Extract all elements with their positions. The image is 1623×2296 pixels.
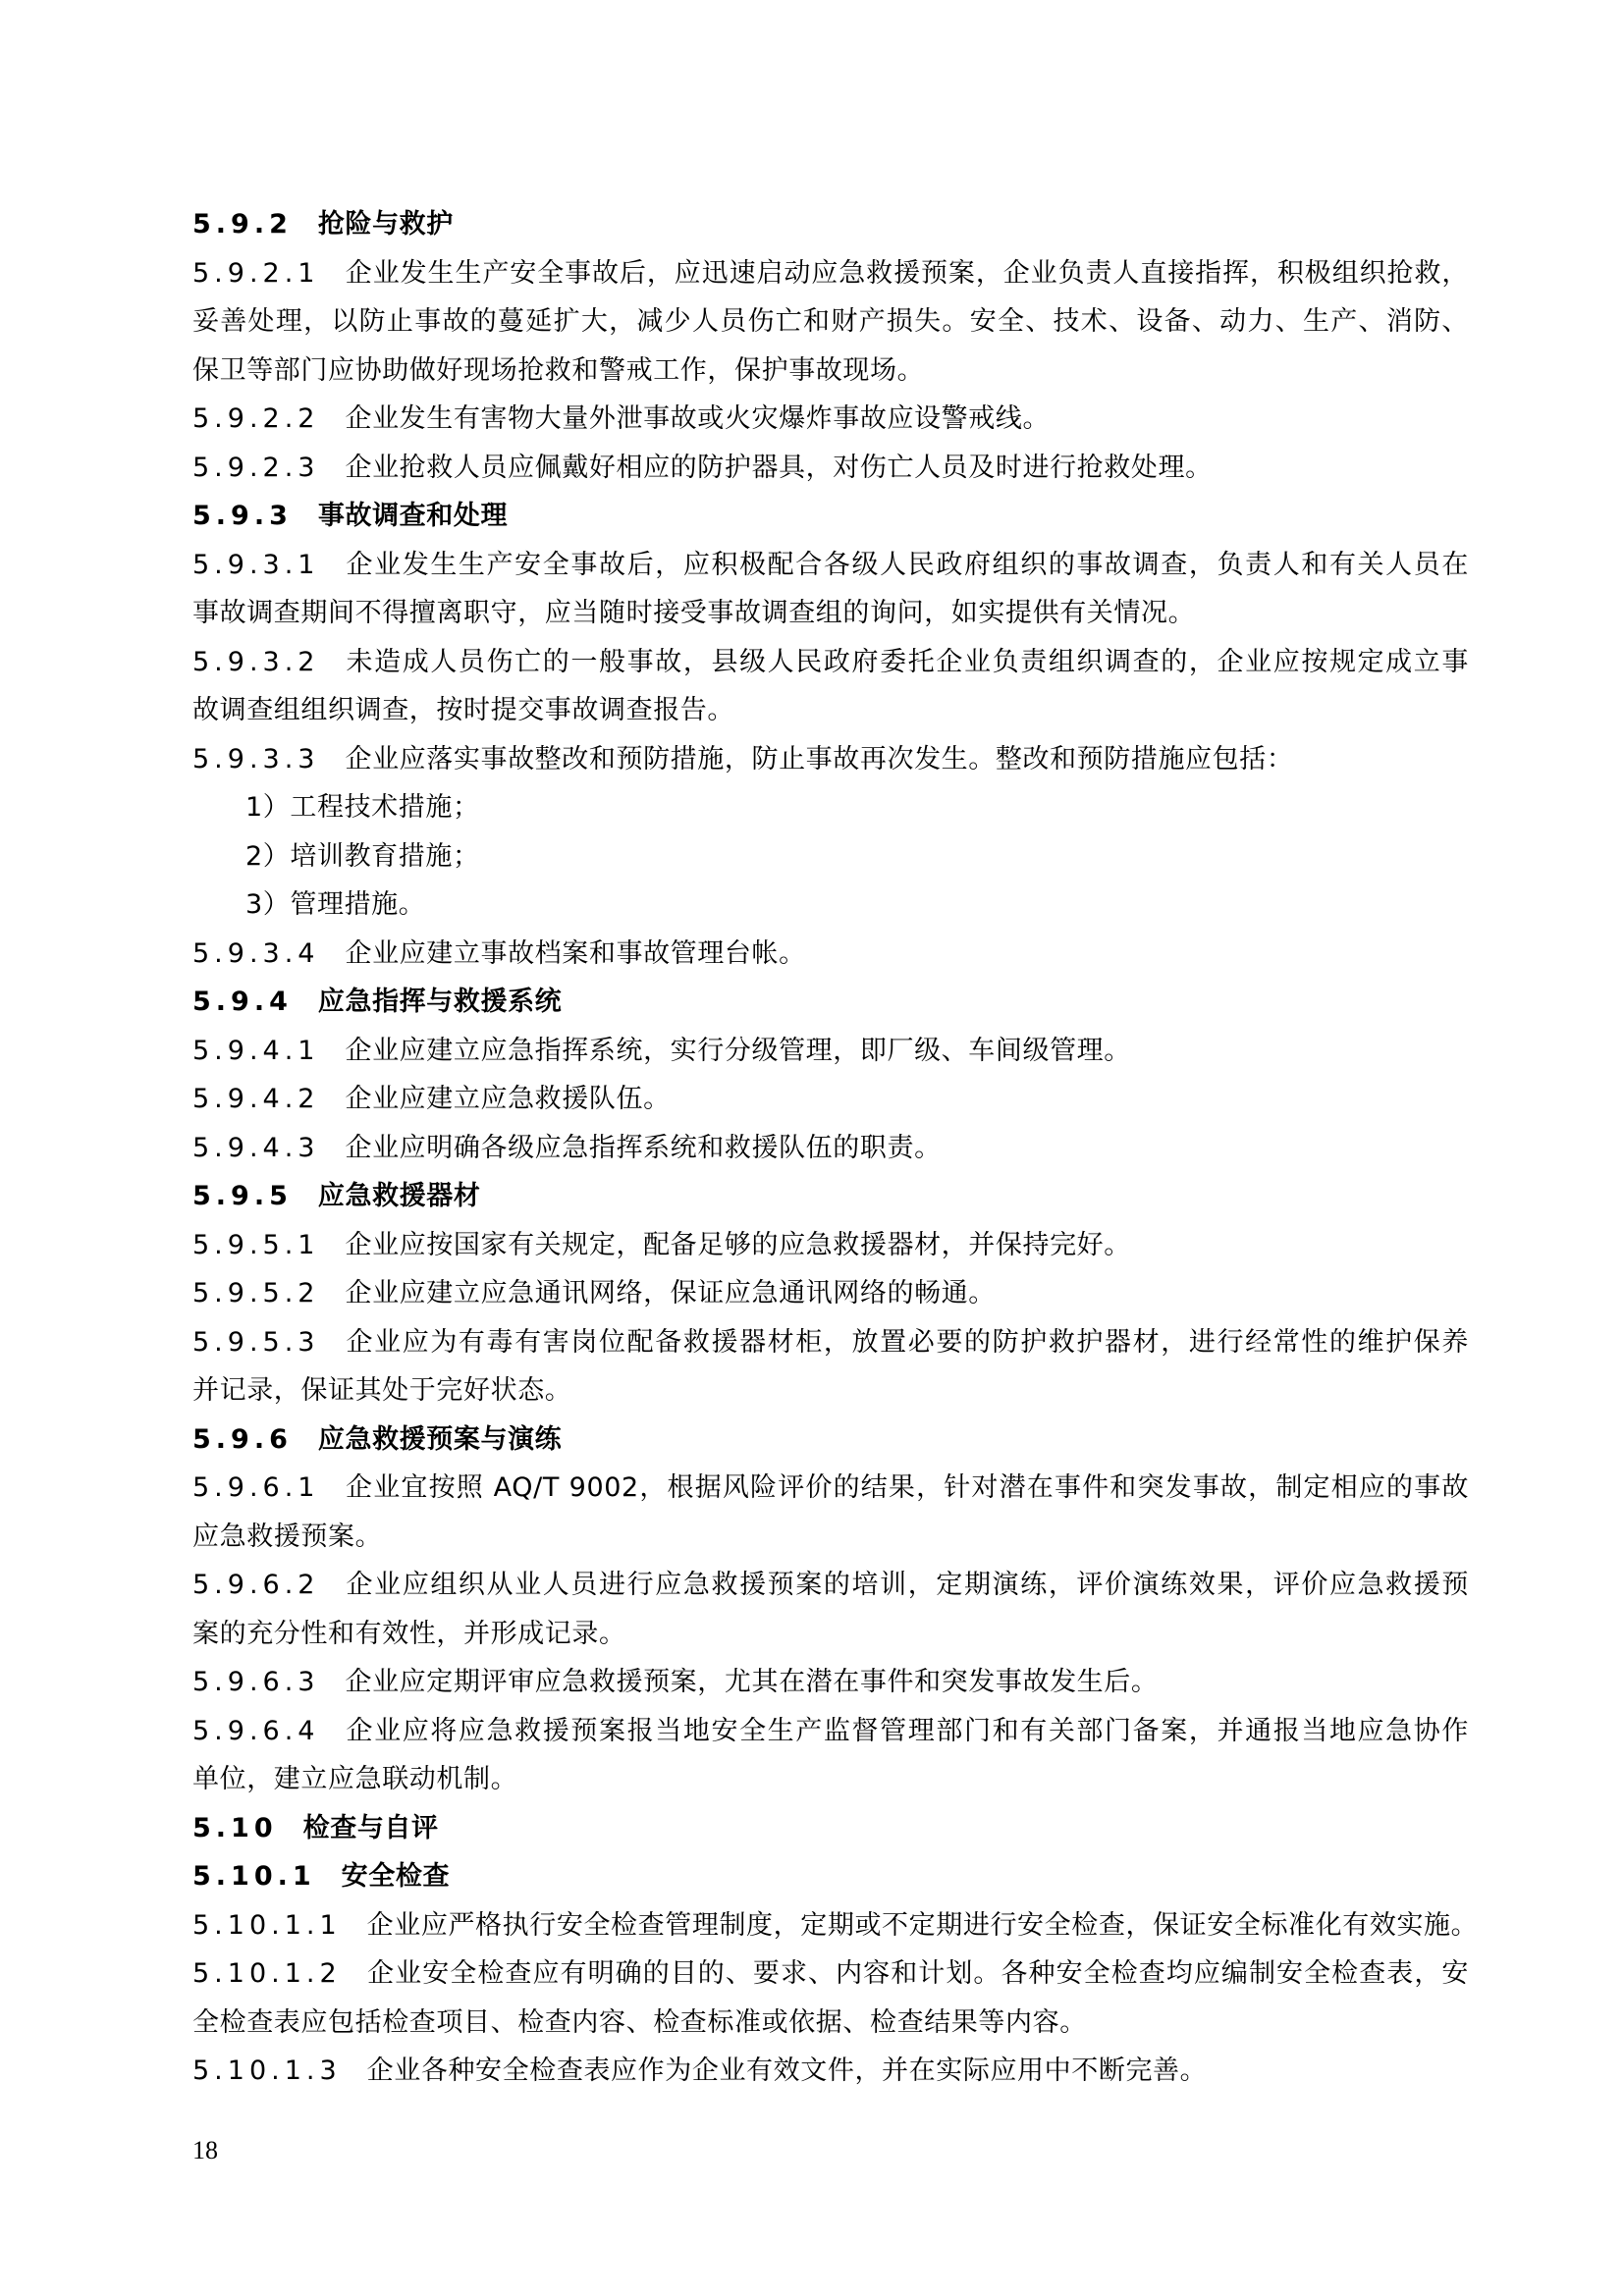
page-number: 18 [192, 2136, 218, 2164]
clause-line [192, 1124, 1469, 1173]
continuation-line: 并记录，保证其处于完好状态。 [192, 1375, 572, 1406]
clause-number: 5.10.1.2 [192, 1958, 342, 1989]
clause-number: 5.9.5.2 [192, 1278, 320, 1308]
clause-line [192, 1949, 1469, 1999]
clause-line [192, 541, 1469, 590]
clause-line [192, 2047, 1469, 2096]
clause-number: 5.9.2.2 [192, 403, 320, 434]
clause-number: 5.9.6.3 [192, 1667, 320, 1697]
clause-number: 5.9.6.1 [192, 1472, 320, 1503]
clause-line [192, 1269, 1469, 1318]
section-number: 5.10.1 [192, 1861, 316, 1892]
clause-text: 企业应定期评审应急救援预案，尤其在潜在事件和突发事故发生后。 [345, 1667, 1159, 1697]
clause-text: 企业各种安全检查表应作为企业有效文件，并在实际应用中不断完善。 [366, 2056, 1208, 2086]
clause-line [192, 1658, 1469, 1707]
section-heading [192, 200, 1469, 249]
clause-text: 企业应明确各级应急指挥系统和救援队伍的职责。 [345, 1132, 942, 1163]
section-number: 5.9.3 [192, 501, 293, 531]
clause-number: 5.9.4.3 [192, 1132, 320, 1163]
continuation-line: 事故调查期间不得擅离职守，应当随时接受事故调查组的询问，如实提供有关情况。 [192, 598, 1196, 628]
clause-number: 5.9.5.1 [192, 1229, 320, 1260]
list-item: 3）管理措施。 [245, 889, 426, 920]
clause-text: 企业应建立事故档案和事故管理台帐。 [345, 937, 806, 969]
clause-text: 企业发生有害物大量外泄事故或火灾爆炸事故应设警戒线。 [345, 403, 1051, 434]
section-number: 5.9.6 [192, 1423, 293, 1455]
continuation-line: 保卫等部门应协助做好现场抢救和警戒工作，保护事故现场。 [192, 354, 925, 386]
section-title: 应急指挥与救援系统 [317, 987, 563, 1017]
clause-text: 企业应建立应急指挥系统，实行分级管理，即厂级、车间级管理。 [345, 1035, 1131, 1066]
section-heading [192, 1415, 1469, 1465]
section-heading [192, 1172, 1469, 1221]
clause-line [192, 1464, 1469, 1513]
continuation-line: 故调查组组织调查，按时提交事故调查报告。 [192, 695, 734, 725]
clause-text: 未造成人员伤亡的一般事故，县级人民政府委托企业负责组织调查的，企业应按规定成立事 [345, 646, 1469, 677]
clause-number: 5.9.3.2 [192, 646, 320, 677]
section-title: 检查与自评 [302, 1812, 439, 1843]
continuation-line: 应急救援预案。 [192, 1521, 383, 1552]
clause-line [192, 444, 1469, 493]
clause-number: 5.10.1.1 [192, 1909, 342, 1941]
clause-number: 5.10.1.3 [192, 2056, 342, 2086]
document-body [192, 200, 1479, 2096]
clause-line [192, 735, 1469, 784]
clause-number: 5.9.3.3 [192, 743, 320, 774]
continuation-line: 妥善处理，以防止事故的蔓延扩大，减少人员伤亡和财产损失。安全、技术、设备、动力、生产、消防、 [192, 306, 1469, 337]
clause-line [192, 930, 1469, 979]
clause-text: 企业应组织从业人员进行应急救援预案的培训，定期演练，评价演练效果，评价应急救援预 [345, 1570, 1469, 1600]
section-title: 应急救援器材 [317, 1181, 481, 1211]
clause-line [192, 1221, 1469, 1270]
section-heading [192, 492, 1469, 541]
clause-text: 企业应按国家有关规定，配备足够的应急救援器材，并保持完好。 [345, 1229, 1131, 1260]
clause-number: 5.9.4.1 [192, 1035, 320, 1066]
clause-line [192, 395, 1469, 444]
section-heading [192, 1852, 1469, 1901]
clause-line [192, 1318, 1469, 1367]
clause-text: 企业应严格执行安全检查管理制度，定期或不定期进行安全检查，保证安全标准化有效实施。 [366, 1909, 1479, 1941]
clause-line [192, 638, 1469, 687]
clause-line [192, 249, 1469, 298]
clause-text: 企业应为有毒有害岗位配备救援器材柜，放置必要的防护救护器材，进行经常性的维护保养 [345, 1326, 1469, 1358]
section-title: 应急救援预案与演练 [317, 1423, 563, 1455]
section-number: 5.9.5 [192, 1181, 293, 1211]
clause-text: 企业应建立应急通讯网络，保证应急通讯网络的畅通。 [345, 1278, 996, 1308]
clause-number: 5.9.6.4 [192, 1715, 320, 1746]
section-number: 5.10 [192, 1812, 278, 1843]
clause-text: 企业发生生产安全事故后，应迅速启动应急救援预案，企业负责人直接指挥，积极组织抢救， [345, 257, 1469, 289]
continuation-line: 案的充分性和有效性，并形成记录。 [192, 1618, 626, 1649]
clause-line [192, 1561, 1469, 1610]
clause-number: 5.9.2.1 [192, 257, 320, 289]
section-title: 抢险与救护 [317, 209, 454, 240]
clause-number: 5.9.3.4 [192, 937, 320, 969]
clause-text: 企业发生生产安全事故后，应积极配合各级人民政府组织的事故调查，负责人和有关人员在 [345, 549, 1469, 580]
clause-number: 5.9.4.2 [192, 1084, 320, 1114]
clause-line [192, 1027, 1469, 1076]
clause-number: 5.9.2.3 [192, 452, 320, 483]
continuation-line: 全检查表应包括检查项目、检查内容、检查标准或依据、检查结果等内容。 [192, 2006, 1087, 2038]
clause-text: 企业安全检查应有明确的目的、要求、内容和计划。各种安全检查均应编制安全检查表，安 [366, 1958, 1469, 1989]
section-number: 5.9.4 [192, 987, 293, 1017]
clause-text: 企业应落实事故整改和预防措施，防止事故再次发生。整改和预防措施应包括： [345, 743, 1294, 774]
clause-number: 5.9.3.1 [192, 549, 320, 580]
clause-line [192, 1707, 1469, 1756]
section-title: 安全检查 [341, 1861, 451, 1892]
clause-line [192, 1075, 1469, 1124]
clause-number: 5.9.6.2 [192, 1570, 320, 1600]
continuation-line: 单位，建立应急联动机制。 [192, 1764, 518, 1794]
section-heading [192, 978, 1469, 1027]
list-item: 1）工程技术措施； [245, 792, 480, 823]
clause-text: 企业抢救人员应佩戴好相应的防护器具，对伤亡人员及时进行抢救处理。 [345, 452, 1213, 483]
list-item: 2）培训教育措施； [245, 840, 480, 872]
section-heading [192, 1804, 1469, 1853]
clause-line [192, 1901, 1479, 1950]
clause-text: 企业应将应急救援预案报当地安全生产监督管理部门和有关部门备案，并通报当地应急协作 [345, 1715, 1469, 1746]
section-title: 事故调查和处理 [317, 501, 509, 531]
clause-text: 企业应建立应急救援队伍。 [345, 1084, 671, 1114]
clause-text: 企业宜按照 AQ/T 9002，根据风险评价的结果，针对潜在事件和突发事故，制定相应的事故 [345, 1472, 1469, 1503]
clause-number: 5.9.5.3 [192, 1326, 320, 1358]
section-number: 5.9.2 [192, 209, 293, 240]
